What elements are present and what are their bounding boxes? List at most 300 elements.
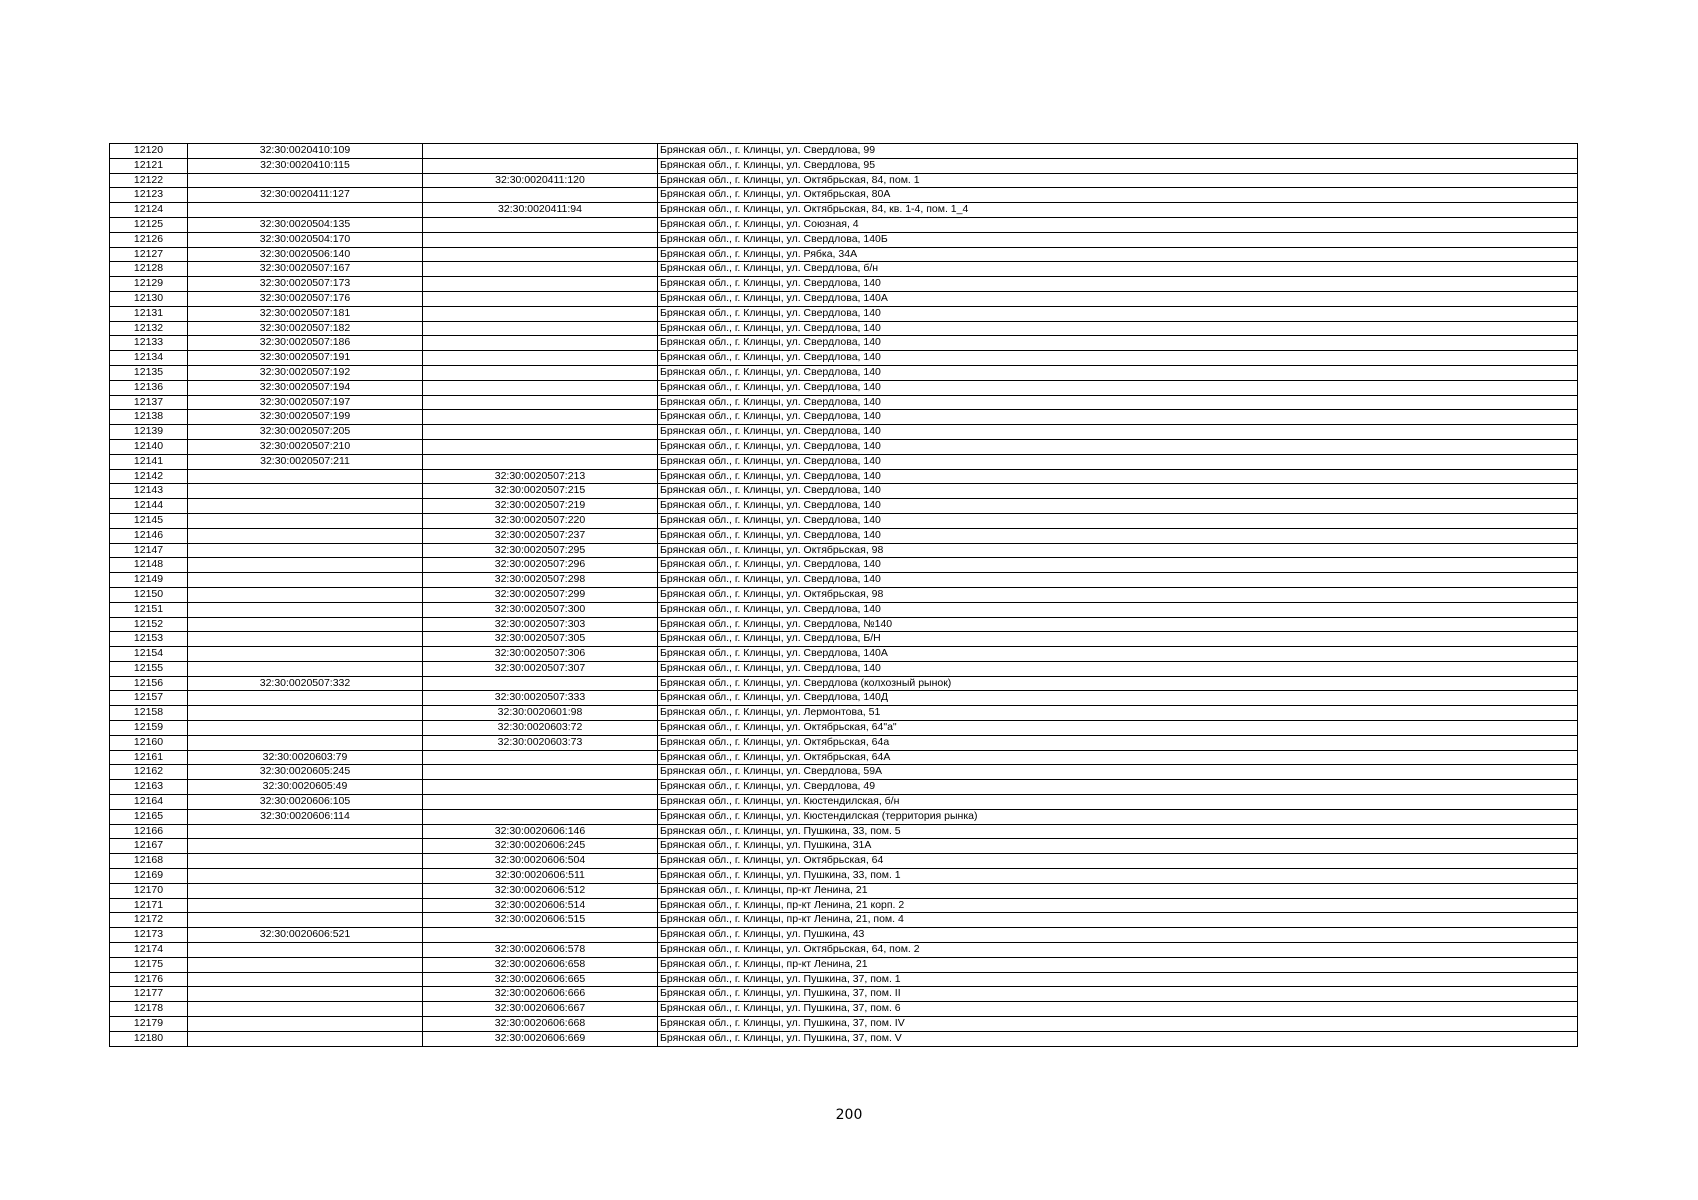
- address-cell: Брянская обл., г. Клинцы, ул. Свердлова, 49: [658, 780, 1578, 795]
- address-cell: Брянская обл., г. Клинцы, ул. Свердлова, 140: [658, 380, 1578, 395]
- cadastral-number-cell: 32:30:0020605:245: [188, 765, 423, 780]
- address-cell: Брянская обл., г. Клинцы, ул. Пушкина, 33, пом. 5: [658, 824, 1578, 839]
- row-number-cell: 12146: [110, 528, 188, 543]
- table-row: [110, 232, 1578, 247]
- row-number-cell: 12167: [110, 839, 188, 854]
- address-cell: Брянская обл., г. Клинцы, ул. Кюстендилская (территория рынка): [658, 809, 1578, 824]
- address-cell: Брянская обл., г. Клинцы, пр-кт Ленина, 21: [658, 957, 1578, 972]
- cadastral-number-cell: [188, 573, 423, 588]
- row-number-cell: 12131: [110, 306, 188, 321]
- table-row: [110, 750, 1578, 765]
- address-cell: Брянская обл., г. Клинцы, ул. Союзная, 4: [658, 217, 1578, 232]
- cadastral-number-alt-cell: [423, 144, 658, 159]
- table-row: [110, 957, 1578, 972]
- address-cell: Брянская обл., г. Клинцы, ул. Пушкина, 37, пом. V: [658, 1031, 1578, 1046]
- cadastral-number-alt-cell: [423, 217, 658, 232]
- cadastral-number-cell: [188, 869, 423, 884]
- cadastral-number-cell: 32:30:0020507:176: [188, 291, 423, 306]
- address-cell: Брянская обл., г. Клинцы, ул. Пушкина, 37, пом. IV: [658, 1017, 1578, 1032]
- cadastral-number-alt-cell: [423, 306, 658, 321]
- cadastral-number-alt-cell: [423, 232, 658, 247]
- cadastral-number-alt-cell: 32:30:0020606:245: [423, 839, 658, 854]
- row-number-cell: 12163: [110, 780, 188, 795]
- cadastral-number-cell: 32:30:0020504:170: [188, 232, 423, 247]
- cadastral-number-cell: 32:30:0020605:49: [188, 780, 423, 795]
- cadastral-number-cell: [188, 706, 423, 721]
- table-row: [110, 691, 1578, 706]
- table-row: [110, 188, 1578, 203]
- cadastral-number-alt-cell: [423, 410, 658, 425]
- table-row: [110, 380, 1578, 395]
- cadastral-number-alt-cell: 32:30:0020507:215: [423, 484, 658, 499]
- row-number-cell: 12149: [110, 573, 188, 588]
- address-cell: Брянская обл., г. Клинцы, ул. Октябрьская, 64а: [658, 735, 1578, 750]
- table-row: [110, 439, 1578, 454]
- table-row: [110, 898, 1578, 913]
- cadastral-number-alt-cell: 32:30:0020606:146: [423, 824, 658, 839]
- table-row: [110, 484, 1578, 499]
- cadastral-number-cell: [188, 735, 423, 750]
- cadastral-number-cell: [188, 661, 423, 676]
- table-row: [110, 839, 1578, 854]
- table-row: [110, 632, 1578, 647]
- address-cell: Брянская обл., г. Клинцы, ул. Свердлова, 140: [658, 484, 1578, 499]
- cadastral-number-alt-cell: 32:30:0020507:219: [423, 499, 658, 514]
- cadastral-number-cell: 32:30:0020606:105: [188, 795, 423, 810]
- cadastral-number-cell: 32:30:0020507:197: [188, 395, 423, 410]
- address-cell: Брянская обл., г. Клинцы, ул. Свердлова, 140А: [658, 647, 1578, 662]
- table-row: [110, 321, 1578, 336]
- row-number-cell: 12157: [110, 691, 188, 706]
- row-number-cell: 12122: [110, 173, 188, 188]
- table-row: [110, 543, 1578, 558]
- table-row: [110, 943, 1578, 958]
- cadastral-number-cell: 32:30:0020507:191: [188, 351, 423, 366]
- cadastral-number-alt-cell: [423, 380, 658, 395]
- address-cell: Брянская обл., г. Клинцы, ул. Свердлова, 140: [658, 425, 1578, 440]
- table-row: [110, 351, 1578, 366]
- page-number: 200: [835, 1107, 863, 1123]
- cadastral-number-cell: [188, 883, 423, 898]
- row-number-cell: 12164: [110, 795, 188, 810]
- table-row: [110, 854, 1578, 869]
- cadastral-number-cell: 32:30:0020507:181: [188, 306, 423, 321]
- cadastral-number-alt-cell: 32:30:0020606:515: [423, 913, 658, 928]
- row-number-cell: 12126: [110, 232, 188, 247]
- table-row: [110, 661, 1578, 676]
- cadastral-number-cell: [188, 632, 423, 647]
- cadastral-number-alt-cell: 32:30:0020606:669: [423, 1031, 658, 1046]
- row-number-cell: 12150: [110, 587, 188, 602]
- table-row: [110, 972, 1578, 987]
- table-row: [110, 676, 1578, 691]
- address-cell: Брянская обл., г. Клинцы, ул. Свердлова, 140: [658, 528, 1578, 543]
- cadastral-number-alt-cell: [423, 928, 658, 943]
- row-number-cell: 12120: [110, 144, 188, 159]
- table-row: [110, 809, 1578, 824]
- cadastral-number-alt-cell: 32:30:0020507:333: [423, 691, 658, 706]
- cadastral-number-cell: 32:30:0020507:182: [188, 321, 423, 336]
- cadastral-number-alt-cell: [423, 676, 658, 691]
- row-number-cell: 12156: [110, 676, 188, 691]
- row-number-cell: 12159: [110, 721, 188, 736]
- table-row: [110, 913, 1578, 928]
- cadastral-number-cell: 32:30:0020507:332: [188, 676, 423, 691]
- cadastral-number-cell: 32:30:0020506:140: [188, 247, 423, 262]
- row-number-cell: 12128: [110, 262, 188, 277]
- table-row: [110, 217, 1578, 232]
- table-row: [110, 617, 1578, 632]
- cadastral-number-alt-cell: 32:30:0020507:220: [423, 513, 658, 528]
- cadastral-number-alt-cell: [423, 262, 658, 277]
- cadastral-number-cell: [188, 543, 423, 558]
- address-cell: Брянская обл., г. Клинцы, ул. Свердлова, 140: [658, 277, 1578, 292]
- property-table-body: [110, 144, 1578, 1047]
- row-number-cell: 12178: [110, 1002, 188, 1017]
- cadastral-number-cell: [188, 691, 423, 706]
- address-cell: Брянская обл., г. Клинцы, ул. Октябрьская, 64А: [658, 750, 1578, 765]
- table-row: [110, 291, 1578, 306]
- cadastral-number-cell: 32:30:0020410:109: [188, 144, 423, 159]
- cadastral-number-cell: [188, 617, 423, 632]
- cadastral-number-alt-cell: 32:30:0020507:307: [423, 661, 658, 676]
- row-number-cell: 12172: [110, 913, 188, 928]
- row-number-cell: 12125: [110, 217, 188, 232]
- table-row: [110, 469, 1578, 484]
- row-number-cell: 12166: [110, 824, 188, 839]
- row-number-cell: 12127: [110, 247, 188, 262]
- row-number-cell: 12136: [110, 380, 188, 395]
- address-cell: Брянская обл., г. Клинцы, ул. Свердлова, 140: [658, 469, 1578, 484]
- cadastral-number-alt-cell: [423, 351, 658, 366]
- row-number-cell: 12139: [110, 425, 188, 440]
- cadastral-number-cell: 32:30:0020507:199: [188, 410, 423, 425]
- cadastral-number-alt-cell: 32:30:0020606:578: [423, 943, 658, 958]
- cadastral-number-alt-cell: 32:30:0020606:658: [423, 957, 658, 972]
- cadastral-number-cell: 32:30:0020507:167: [188, 262, 423, 277]
- cadastral-number-alt-cell: 32:30:0020603:72: [423, 721, 658, 736]
- row-number-cell: 12147: [110, 543, 188, 558]
- cadastral-number-cell: [188, 602, 423, 617]
- table-row: [110, 1002, 1578, 1017]
- cadastral-number-cell: 32:30:0020507:186: [188, 336, 423, 351]
- table-row: [110, 247, 1578, 262]
- cadastral-number-alt-cell: [423, 439, 658, 454]
- table-row: [110, 1017, 1578, 1032]
- row-number-cell: 12133: [110, 336, 188, 351]
- address-cell: Брянская обл., г. Клинцы, ул. Свердлова, 140: [658, 602, 1578, 617]
- address-cell: Брянская обл., г. Клинцы, ул. Кюстендилская, б/н: [658, 795, 1578, 810]
- table-row: [110, 395, 1578, 410]
- row-number-cell: 12134: [110, 351, 188, 366]
- cadastral-number-alt-cell: 32:30:0020606:667: [423, 1002, 658, 1017]
- cadastral-number-cell: [188, 943, 423, 958]
- address-cell: Брянская обл., г. Клинцы, ул. Свердлова, 99: [658, 144, 1578, 159]
- address-cell: Брянская обл., г. Клинцы, ул. Октябрьская, 98: [658, 543, 1578, 558]
- cadastral-number-alt-cell: 32:30:0020507:295: [423, 543, 658, 558]
- row-number-cell: 12140: [110, 439, 188, 454]
- cadastral-number-alt-cell: 32:30:0020606:504: [423, 854, 658, 869]
- cadastral-number-cell: [188, 824, 423, 839]
- address-cell: Брянская обл., г. Клинцы, ул. Пушкина, 37, пом. 6: [658, 1002, 1578, 1017]
- row-number-cell: 12132: [110, 321, 188, 336]
- address-cell: Брянская обл., г. Клинцы, ул. Свердлова, 140: [658, 439, 1578, 454]
- row-number-cell: 12180: [110, 1031, 188, 1046]
- table-row: [110, 173, 1578, 188]
- cadastral-number-alt-cell: 32:30:0020606:511: [423, 869, 658, 884]
- table-row: [110, 306, 1578, 321]
- table-row: [110, 499, 1578, 514]
- address-cell: Брянская обл., г. Клинцы, ул. Свердлова, 140Б: [658, 232, 1578, 247]
- cadastral-number-cell: [188, 647, 423, 662]
- address-cell: Брянская обл., г. Клинцы, пр-кт Ленина, 21, пом. 4: [658, 913, 1578, 928]
- address-cell: Брянская обл., г. Клинцы, ул. Свердлова, 59А: [658, 765, 1578, 780]
- cadastral-number-cell: 32:30:0020507:192: [188, 365, 423, 380]
- cadastral-number-cell: 32:30:0020507:210: [188, 439, 423, 454]
- table-row: [110, 647, 1578, 662]
- cadastral-number-alt-cell: [423, 780, 658, 795]
- cadastral-number-cell: [188, 499, 423, 514]
- address-cell: Брянская обл., г. Клинцы, ул. Свердлова, 140: [658, 306, 1578, 321]
- table-row: [110, 513, 1578, 528]
- row-number-cell: 12165: [110, 809, 188, 824]
- cadastral-number-alt-cell: 32:30:0020507:299: [423, 587, 658, 602]
- address-cell: Брянская обл., г. Клинцы, ул. Пушкина, 43: [658, 928, 1578, 943]
- cadastral-number-cell: 32:30:0020603:79: [188, 750, 423, 765]
- row-number-cell: 12129: [110, 277, 188, 292]
- table-row: [110, 1031, 1578, 1046]
- cadastral-number-alt-cell: 32:30:0020606:512: [423, 883, 658, 898]
- cadastral-number-alt-cell: [423, 277, 658, 292]
- row-number-cell: 12160: [110, 735, 188, 750]
- cadastral-number-alt-cell: [423, 425, 658, 440]
- row-number-cell: 12142: [110, 469, 188, 484]
- address-cell: Брянская обл., г. Клинцы, ул. Октябрьская, 64: [658, 854, 1578, 869]
- address-cell: Брянская обл., г. Клинцы, ул. Пушкина, 37, пом. 1: [658, 972, 1578, 987]
- cadastral-number-cell: [188, 528, 423, 543]
- cadastral-number-cell: 32:30:0020507:211: [188, 454, 423, 469]
- cadastral-number-alt-cell: 32:30:0020411:120: [423, 173, 658, 188]
- address-cell: Брянская обл., г. Клинцы, ул. Октябрьская, 98: [658, 587, 1578, 602]
- cadastral-number-cell: [188, 203, 423, 218]
- row-number-cell: 12148: [110, 558, 188, 573]
- address-cell: Брянская обл., г. Клинцы, ул. Свердлова, 140: [658, 558, 1578, 573]
- cadastral-number-alt-cell: 32:30:0020606:514: [423, 898, 658, 913]
- cadastral-number-alt-cell: 32:30:0020606:666: [423, 987, 658, 1002]
- cadastral-number-alt-cell: 32:30:0020606:665: [423, 972, 658, 987]
- cadastral-number-alt-cell: [423, 336, 658, 351]
- address-cell: Брянская обл., г. Клинцы, ул. Свердлова, 95: [658, 158, 1578, 173]
- row-number-cell: 12124: [110, 203, 188, 218]
- cadastral-number-alt-cell: [423, 291, 658, 306]
- row-number-cell: 12145: [110, 513, 188, 528]
- address-cell: Брянская обл., г. Клинцы, ул. Свердлова, 140: [658, 513, 1578, 528]
- row-number-cell: 12138: [110, 410, 188, 425]
- cadastral-number-alt-cell: 32:30:0020601:98: [423, 706, 658, 721]
- address-cell: Брянская обл., г. Клинцы, ул. Свердлова, 140: [658, 351, 1578, 366]
- row-number-cell: 12121: [110, 158, 188, 173]
- row-number-cell: 12168: [110, 854, 188, 869]
- table-row: [110, 883, 1578, 898]
- address-cell: Брянская обл., г. Клинцы, ул. Свердлова, 140: [658, 365, 1578, 380]
- row-number-cell: 12161: [110, 750, 188, 765]
- row-number-cell: 12151: [110, 602, 188, 617]
- table-row: [110, 587, 1578, 602]
- table-row: [110, 277, 1578, 292]
- cadastral-number-cell: [188, 854, 423, 869]
- table-row: [110, 336, 1578, 351]
- row-number-cell: 12171: [110, 898, 188, 913]
- address-cell: Брянская обл., г. Клинцы, ул. Свердлова, 140: [658, 661, 1578, 676]
- cadastral-number-cell: [188, 513, 423, 528]
- address-cell: Брянская обл., г. Клинцы, ул. Свердлова, 140: [658, 336, 1578, 351]
- table-row: [110, 262, 1578, 277]
- address-cell: Брянская обл., г. Клинцы, пр-кт Ленина, 21: [658, 883, 1578, 898]
- row-number-cell: 12162: [110, 765, 188, 780]
- cadastral-number-alt-cell: 32:30:0020507:296: [423, 558, 658, 573]
- table-row: [110, 721, 1578, 736]
- cadastral-number-cell: [188, 972, 423, 987]
- table-row: [110, 869, 1578, 884]
- address-cell: Брянская обл., г. Клинцы, ул. Пушкина, 31А: [658, 839, 1578, 854]
- cadastral-number-alt-cell: 32:30:0020507:300: [423, 602, 658, 617]
- table-row: [110, 425, 1578, 440]
- cadastral-number-alt-cell: [423, 454, 658, 469]
- cadastral-number-alt-cell: [423, 395, 658, 410]
- cadastral-number-cell: 32:30:0020606:521: [188, 928, 423, 943]
- table-row: [110, 528, 1578, 543]
- cadastral-number-cell: 32:30:0020507:205: [188, 425, 423, 440]
- cadastral-number-cell: [188, 898, 423, 913]
- row-number-cell: 12174: [110, 943, 188, 958]
- row-number-cell: 12179: [110, 1017, 188, 1032]
- address-cell: Брянская обл., г. Клинцы, ул. Лермонтова, 51: [658, 706, 1578, 721]
- row-number-cell: 12170: [110, 883, 188, 898]
- cadastral-number-cell: [188, 173, 423, 188]
- cadastral-number-alt-cell: 32:30:0020507:298: [423, 573, 658, 588]
- row-number-cell: 12155: [110, 661, 188, 676]
- row-number-cell: 12177: [110, 987, 188, 1002]
- row-number-cell: 12169: [110, 869, 188, 884]
- address-cell: Брянская обл., г. Клинцы, ул. Рябка, 34А: [658, 247, 1578, 262]
- table-row: [110, 365, 1578, 380]
- cadastral-number-cell: [188, 1002, 423, 1017]
- row-number-cell: 12143: [110, 484, 188, 499]
- address-cell: Брянская обл., г. Клинцы, ул. Свердлова, 140: [658, 573, 1578, 588]
- cadastral-number-cell: [188, 957, 423, 972]
- row-number-cell: 12135: [110, 365, 188, 380]
- cadastral-number-alt-cell: [423, 188, 658, 203]
- cadastral-number-cell: [188, 587, 423, 602]
- table-row: [110, 987, 1578, 1002]
- table-row: [110, 706, 1578, 721]
- cadastral-number-alt-cell: 32:30:0020507:306: [423, 647, 658, 662]
- row-number-cell: 12158: [110, 706, 188, 721]
- table-row: [110, 735, 1578, 750]
- cadastral-number-cell: 32:30:0020504:135: [188, 217, 423, 232]
- cadastral-number-alt-cell: 32:30:0020507:303: [423, 617, 658, 632]
- address-cell: Брянская обл., г. Клинцы, ул. Свердлова, 140: [658, 410, 1578, 425]
- cadastral-number-cell: 32:30:0020507:194: [188, 380, 423, 395]
- cadastral-number-alt-cell: 32:30:0020507:237: [423, 528, 658, 543]
- address-cell: Брянская обл., г. Клинцы, ул. Октябрьская, 64, пом. 2: [658, 943, 1578, 958]
- cadastral-number-cell: [188, 469, 423, 484]
- cadastral-number-alt-cell: 32:30:0020507:305: [423, 632, 658, 647]
- address-cell: Брянская обл., г. Клинцы, ул. Октябрьская, 64"а": [658, 721, 1578, 736]
- cadastral-number-alt-cell: 32:30:0020411:94: [423, 203, 658, 218]
- address-cell: Брянская обл., г. Клинцы, ул. Пушкина, 33, пом. 1: [658, 869, 1578, 884]
- table-row: [110, 765, 1578, 780]
- cadastral-number-cell: [188, 721, 423, 736]
- address-cell: Брянская обл., г. Клинцы, ул. Свердлова, б/н: [658, 262, 1578, 277]
- cadastral-number-cell: [188, 913, 423, 928]
- cadastral-number-cell: [188, 1017, 423, 1032]
- row-number-cell: 12141: [110, 454, 188, 469]
- row-number-cell: 12123: [110, 188, 188, 203]
- address-cell: Брянская обл., г. Клинцы, ул. Свердлова, 140: [658, 499, 1578, 514]
- cadastral-number-alt-cell: [423, 795, 658, 810]
- address-cell: Брянская обл., г. Клинцы, ул. Октябрьская, 84, кв. 1-4, пом. 1_4: [658, 203, 1578, 218]
- cadastral-number-alt-cell: 32:30:0020606:668: [423, 1017, 658, 1032]
- table-row: [110, 454, 1578, 469]
- table-row: [110, 602, 1578, 617]
- row-number-cell: 12175: [110, 957, 188, 972]
- cadastral-number-cell: [188, 484, 423, 499]
- address-cell: Брянская обл., г. Клинцы, ул. Свердлова, 140: [658, 321, 1578, 336]
- address-cell: Брянская обл., г. Клинцы, ул. Свердлова, 140А: [658, 291, 1578, 306]
- table-row: [110, 203, 1578, 218]
- table-row: [110, 158, 1578, 173]
- cadastral-number-alt-cell: 32:30:0020603:73: [423, 735, 658, 750]
- cadastral-number-alt-cell: [423, 321, 658, 336]
- address-cell: Брянская обл., г. Клинцы, ул. Октябрьская, 84, пом. 1: [658, 173, 1578, 188]
- cadastral-number-alt-cell: [423, 809, 658, 824]
- row-number-cell: 12154: [110, 647, 188, 662]
- cadastral-number-alt-cell: [423, 765, 658, 780]
- address-cell: Брянская обл., г. Клинцы, ул. Октябрьская, 80А: [658, 188, 1578, 203]
- table-row: [110, 824, 1578, 839]
- address-cell: Брянская обл., г. Клинцы, ул. Свердлова, 140: [658, 395, 1578, 410]
- table-row: [110, 928, 1578, 943]
- table-row: [110, 144, 1578, 159]
- row-number-cell: 12137: [110, 395, 188, 410]
- table-row: [110, 573, 1578, 588]
- address-cell: Брянская обл., г. Клинцы, ул. Свердлова, Б/Н: [658, 632, 1578, 647]
- row-number-cell: 12144: [110, 499, 188, 514]
- row-number-cell: 12130: [110, 291, 188, 306]
- address-cell: Брянская обл., г. Клинцы, ул. Свердлова, 140Д: [658, 691, 1578, 706]
- address-cell: Брянская обл., г. Клинцы, пр-кт Ленина, 21 корп. 2: [658, 898, 1578, 913]
- property-table: [109, 143, 1578, 1047]
- address-cell: Брянская обл., г. Клинцы, ул. Пушкина, 37, пом. II: [658, 987, 1578, 1002]
- cadastral-number-cell: 32:30:0020507:173: [188, 277, 423, 292]
- cadastral-number-cell: 32:30:0020410:115: [188, 158, 423, 173]
- cadastral-number-alt-cell: [423, 158, 658, 173]
- cadastral-number-alt-cell: 32:30:0020507:213: [423, 469, 658, 484]
- cadastral-number-cell: [188, 558, 423, 573]
- row-number-cell: 12176: [110, 972, 188, 987]
- cadastral-number-alt-cell: [423, 750, 658, 765]
- address-cell: Брянская обл., г. Клинцы, ул. Свердлова, 140: [658, 454, 1578, 469]
- cadastral-number-cell: [188, 1031, 423, 1046]
- row-number-cell: 12173: [110, 928, 188, 943]
- table-row: [110, 410, 1578, 425]
- table-row: [110, 780, 1578, 795]
- address-cell: Брянская обл., г. Клинцы, ул. Свердлова (колхозный рынок): [658, 676, 1578, 691]
- row-number-cell: 12152: [110, 617, 188, 632]
- cadastral-number-cell: 32:30:0020606:114: [188, 809, 423, 824]
- cadastral-number-alt-cell: [423, 247, 658, 262]
